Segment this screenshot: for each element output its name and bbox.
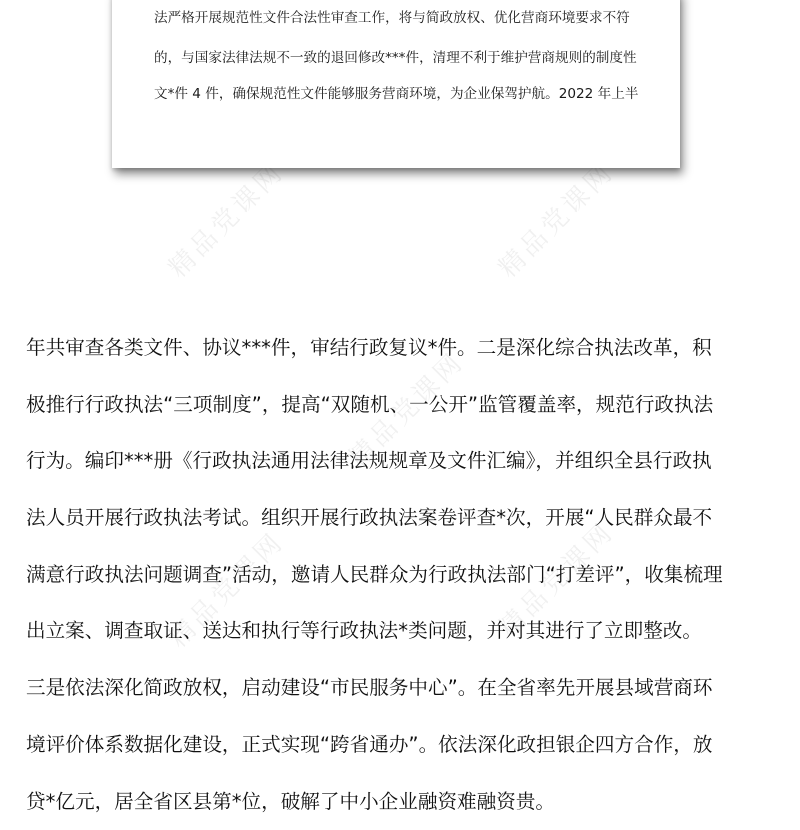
body-line-6: 出立案、调查取证、送达和执行等行政执法*类问题，并对其进行了立即整改。 bbox=[26, 603, 786, 660]
body-line-8: 境评价体系数据化建设，正式实现“跨省通办”。依法深化政担银企四方合作，放 bbox=[26, 717, 786, 774]
body-text bbox=[26, 320, 786, 830]
watermark-3: 精品党课网 bbox=[339, 342, 471, 474]
card-line-2: 的，与国家法律法规不一致的退回修改***件，清理不利于维护营商规则的制度性 bbox=[154, 48, 674, 68]
watermark-1: 精品党课网 bbox=[159, 152, 291, 284]
body-line-3: 行为。编印***册《行政执法通用法律法规规章及文件汇编》，并组织全县行政执 bbox=[26, 433, 786, 490]
body-line-7: 三是依法深化简政放权，启动建设“市民服务中心”。在全省率先开展县域营商环 bbox=[26, 660, 786, 717]
watermark-4: 精品党课网 bbox=[159, 522, 291, 654]
watermark-2: 精品党课网 bbox=[489, 152, 621, 284]
body-line-5: 满意行政执法问题调查”活动，邀请人民群众为行政执法部门“打差评”，收集梳理 bbox=[26, 547, 786, 604]
body-line-2: 极推行行政执法“三项制度”，提高“双随机、一公开”监管覆盖率，规范行政执法 bbox=[26, 377, 786, 434]
card-line-3: 文*件 4 件，确保规范性文件能够服务营商环境，为企业保驾护航。2022 年上半 bbox=[154, 84, 674, 104]
card-line-1: 法严格开展规范性文件合法性审查工作，将与简政放权、优化营商环境要求不符 bbox=[154, 8, 674, 28]
document-page-preview bbox=[112, 0, 680, 168]
watermark-5: 精品党课网 bbox=[489, 512, 621, 644]
body-line-4: 法人员开展行政执法考试。组织开展行政执法案卷评查*次，开展“人民群众最不 bbox=[26, 490, 786, 547]
body-line-1: 年共审查各类文件、协议***件，审结行政复议*件。二是深化综合执法改革，积 bbox=[26, 320, 786, 377]
body-line-9: 贷*亿元，居全省区县第*位，破解了中小企业融资难融资贵。 bbox=[26, 774, 786, 830]
